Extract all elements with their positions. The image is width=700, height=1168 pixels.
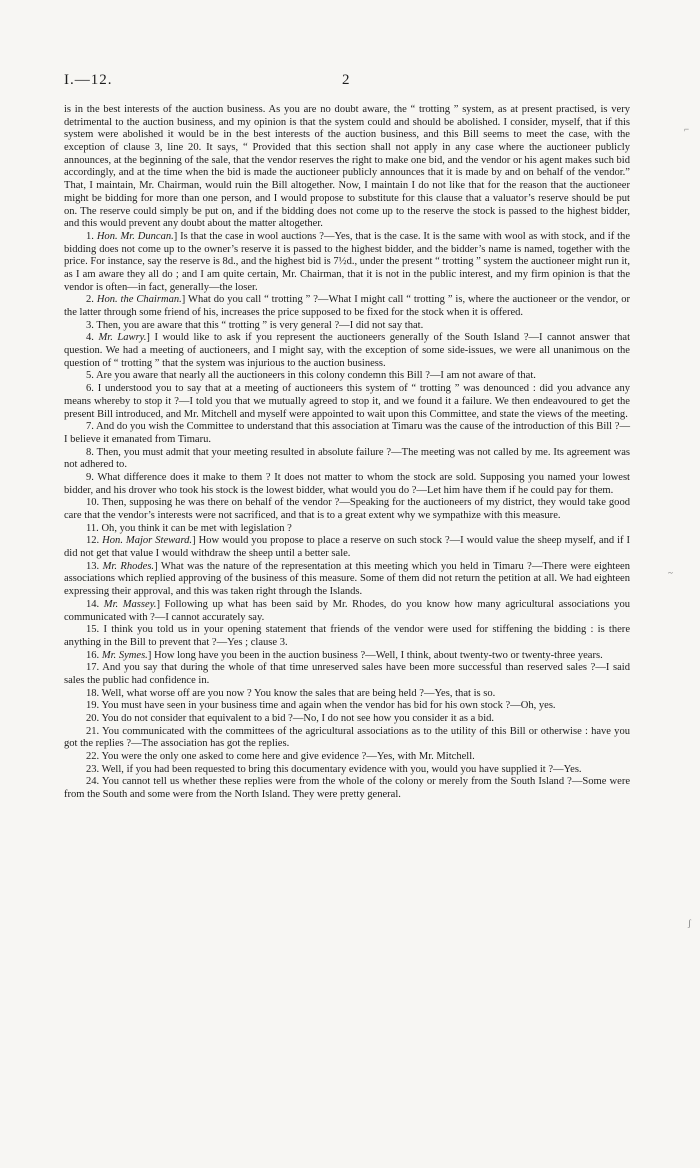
opening-paragraph (64, 104, 630, 231)
qa-paragraph: 2. Hon. the Chairman.] What do you call “ trotting ” ?—What I might call “ trotting ” is, where the auctioneer or the vendor, or the latter through some friend of his, increases the price supposed to be fixed for the stock when it is offered. (64, 294, 630, 318)
question-number: 12. (86, 535, 100, 547)
paragraph-text: How long have you been in the auction business ?—Well, I think, about twenty-two or twenty-three years. (153, 649, 603, 661)
paragraph-text: Following up what has been said by Mr. Rhodes, do you know how many agricultural associations you communicated with ?—I cannot accurately say. (64, 598, 630, 623)
qa-paragraph (64, 751, 630, 764)
qa-paragraph: 12. Hon. Major Steward.] How would you propose to place a reserve on such stock ?—I would value the sheep myself, and if I did not get that value I would withdraw the sheep until a better sale. (64, 535, 631, 560)
paragraph-text: Is that the case in wool auctions ?—Yes, that is the case. It is the same with wool as with stock, and if the bidding does not come up to the owner’s reserve it is passed to the highest bidder, and the bidder’s name is named, together with the price. For instance, say the reserve is 8d., and the highest bid is 7½d., under the present “ trotting ” system the auctioneer might run it, as I am aware they all do ; and I am quite certain, Mr. Chairman, that it is not in the public interest, and my firm opinion is that the vendor is often—in fact, generally—the loser. (64, 230, 630, 293)
qa-paragraph (64, 688, 630, 701)
question-number: 4. (86, 332, 94, 344)
paragraph-text: Then, you must admit that your meeting resulted in absolute failure ?—The meeting was not called by me. Its agreement was not adhered to. (64, 446, 630, 471)
qa-paragraph: 4. Mr. Lawry.] I would like to ask if you represent the auctioneers generally of the South Island ?—I cannot answer that question. We had a meeting of auctioneers, and I might say, with the exception of some side-issues, we were all unanimous on the question of “ trotting ” that the system was injurious to the auction business. (64, 332, 631, 369)
qa-paragraph (64, 700, 630, 713)
question-number: 17. (86, 662, 100, 674)
qa-paragraph (64, 421, 630, 446)
question-number: 16. (86, 649, 100, 661)
speaker-name: Mr. Symes. (101, 649, 148, 661)
qa-paragraph (64, 776, 630, 801)
qa-paragraph (64, 764, 630, 777)
paragraph-text: What do you call “ trotting ” ?—What I might call “ trotting ” is, where the auctioneer or the vendor, or the latter through some friend of his, increases the price supposed to be fixed for the stock when it is offered. (64, 294, 630, 318)
qa-paragraph: 1. Hon. Mr. Duncan.] Is that the case in wool auctions ?—Yes, that is the case. It is the same with wool as with stock, and if the bidding does not come up to the owner’s reserve it is passed to the highest bidder, and the bidder’s name is named, together with the price. For instance, say the reserve is 8d., and the highest bid is 7½d., under the present “ trotting ” system the auctioneer might run it, as I am aware they all do ; and I am quite certain, Mr. Chairman, that it is not in the public interest, and my firm opinion is that the vendor is often—in fact, generally—the loser. (64, 230, 630, 293)
margin-mark: ~ (668, 568, 673, 578)
question-number: 1. (86, 230, 94, 242)
paragraph-text: How would you propose to place a reserve on such stock ?—I would value the sheep myself, and if I did not get that value I would withdraw the sheep until a better sale. (64, 535, 631, 560)
question-number: 24. (86, 776, 100, 788)
qa-paragraph (64, 383, 630, 421)
question-number: 11. (86, 522, 99, 534)
question-number: 19. (86, 700, 100, 712)
question-number: 5. (86, 370, 94, 382)
qa-paragraph (64, 497, 630, 522)
qa-paragraph (64, 726, 630, 751)
paragraph-text: I think you told us in your opening statement that friends of the vendor were used for stiffening the bidding : is there anything in the Bill to prevent that ?—Yes ; clause 3. (64, 624, 630, 648)
paragraph-text: I understood you to say that at a meeting of auctioneers this system of “ trotting ” was denounced : did you advance any means whereby to stop it ?—I told you that we mutually agreed to stop it, and we found it a failure. We then endeavoured to get the present Bill introduced, and Mr. Mitchell and myself were appointed to wait upon this Committee, and state the views of the meeting. (64, 383, 631, 420)
document-page (64, 72, 630, 802)
question-number: 23. (86, 763, 100, 775)
qa-paragraph (64, 713, 630, 726)
speaker-name: Mr. Rhodes. (102, 560, 155, 572)
paragraph-text: And do you wish the Committee to understand that this association at Timaru was the cause of the introduction of this Bill ?—I believe it emanated from Timaru. (64, 421, 630, 445)
question-number: 14. (86, 598, 100, 610)
question-number: 18. (86, 687, 100, 699)
question-number: 10. (86, 497, 100, 509)
document-reference: I.—12. (64, 72, 113, 88)
paragraph-text: You do not consider that equivalent to a bid ?—No, I do not see how you consider it as a bid. (101, 713, 495, 724)
question-number: 20. (86, 713, 100, 724)
question-number: 22. (86, 751, 100, 763)
qa-paragraph (64, 370, 630, 383)
qa-paragraph (64, 320, 630, 333)
paragraph-text: Well, if you had been requested to bring this documentary evidence with you, would you have supplied it ?—Yes. (101, 763, 582, 775)
paragraph-text: What was the nature of the representation at this meeting which you held in Timaru ?—There were eighteen associations which replied approving of the business of this measure. Some of them did not return the petition at all. We had eighteen expressing their approval, and this was taken right through the Islands. (64, 560, 630, 598)
paragraph-text: You cannot tell us whether these replies were from the whole of the colony or merely from the South Island ?—Some were from the South and some were from the North Island. They were pretty general. (64, 776, 631, 801)
question-number: 21. (86, 725, 100, 737)
page-number: 2 (342, 72, 350, 88)
qa-paragraph (64, 662, 630, 687)
paragraph-text: You must have seen in your business time and again when the vendor has bid for his own stock ?—Oh, yes. (101, 700, 556, 712)
paragraph-text: is in the best interests of the auction business. As you are no doubt aware, the “ trotting ” system, as at present practised, is very detrimental to the auction business, and my opinion is that the system could and should be abolished. I consider, myself, that if this system were abolished it would be in the best interests of the auction business, and this Bill seems to meet the case, with the exception of clause 3, line 20. It says, “ Provided that this section shall not apply in any case where the auctioneer publicly announces, at the beginning of the sale, that the vendor reserves the right to make one bid, and the vendor or his agent makes such bid accordingly, and at the time when the bid is made the auctioneer publicly announces that it is made by and on behalf of the vendor.” That, I maintain, Mr. Chairman, would ruin the Bill altogether. Now, I maintain I do not like that for the reason that the auctioneer might be bidding for more than one person, and I would propose to substitute for this clause that a valuator’s reserve should be put on. The reserve could simply be put on, and if the bidding does not come up to the reserve the stock is passed to the highest bidder, and this would prevent any doubt about the matter altogether. (64, 104, 630, 230)
paragraph-text: Oh, you think it can be met with legislation ? (101, 522, 292, 534)
qa-paragraph: 16. Mr. Symes.] How long have you been in the auction business ?—Well, I think, about twenty-two or twenty-three years. (86, 649, 603, 661)
paragraph-text: Are you aware that nearly all the auctioneers in this colony condemn this Bill ?—I am not aware of that. (95, 370, 536, 382)
question-number: 9. (86, 471, 94, 483)
paragraph-text: You were the only one asked to come here and give evidence ?—Yes, with Mr. Mitchell. (101, 751, 475, 763)
question-number: 7. (86, 421, 94, 433)
qa-paragraph (64, 523, 630, 536)
paragraph-text: What difference does it make to them ? It does not matter to whom the stock are sold. Supposing you named your lowest bidder, and his drover who took his stock is the lowest bidder, what would you do ?—Let him have them if he could pay for them. (64, 471, 630, 496)
paragraph-text: I would like to ask if you represent the auctioneers generally of the South Island ?—I cannot answer that question. We had a meeting of auctioneers, and I might say, with the exception of some side-issues, we were all unanimous on the question of “ trotting ” that the system was injurious to the auction business. (64, 332, 631, 369)
qa-paragraph (64, 447, 630, 472)
speaker-name: Mr. Massey. (103, 598, 157, 610)
paragraph-text: Well, what worse off are you now ? You know the sales that are being held ?—Yes, that is so. (101, 687, 496, 699)
qa-paragraph (64, 472, 630, 497)
paragraph-text: And you say that during the whole of that time unreserved sales have been more successful than reserved sales ?—I said sales the public had confidence in. (64, 662, 630, 686)
margin-mark: ⌐ (684, 124, 690, 134)
question-number: 3. (86, 319, 94, 331)
question-number: 15. (86, 624, 100, 636)
question-number: 8. (86, 446, 94, 458)
question-number: 6. (86, 383, 94, 395)
paragraph-text: Then, supposing he was there on behalf of the vendor ?—Speaking for the auctioneers of my district, they would take good care that the vendor’s interests were not sacrificed, and that is to a great extent why we sympathize with this measure. (64, 497, 630, 521)
paragraph-text: You communicated with the committees of the agricultural associations as to the utility of this Bill or otherwise : have you got the replies ?—The association has got the replies. (64, 725, 630, 750)
qa-paragraph: 13. Mr. Rhodes.] What was the nature of the representation at this meeting which you held in Timaru ?—There were eighteen associations which replied approving of the business of this measure. Some of them did not return the petition at all. We had eighteen expressing their approval, and this was taken right through the Islands. (64, 560, 630, 598)
qa-paragraph (64, 624, 630, 649)
speaker-name: Mr. Lawry. (98, 332, 147, 344)
paragraph-text: Then, you are aware that this “ trotting ” is very general ?—I did not say that. (96, 319, 424, 331)
speaker-name: Hon. Mr. Duncan. (96, 230, 174, 242)
margin-mark: ʃ (688, 918, 691, 928)
speaker-name: Hon. the Chairman. (96, 294, 182, 306)
question-number: 13. (86, 560, 100, 572)
document-body (64, 104, 630, 802)
speaker-name: Hon. Major Steward. (102, 535, 193, 547)
qa-paragraph: 14. Mr. Massey.] Following up what has been said by Mr. Rhodes, do you know how many agricultural associations you communicated with ?—I cannot accurately say. (64, 598, 630, 623)
page-header (64, 72, 630, 94)
question-number: 2. (86, 294, 94, 306)
